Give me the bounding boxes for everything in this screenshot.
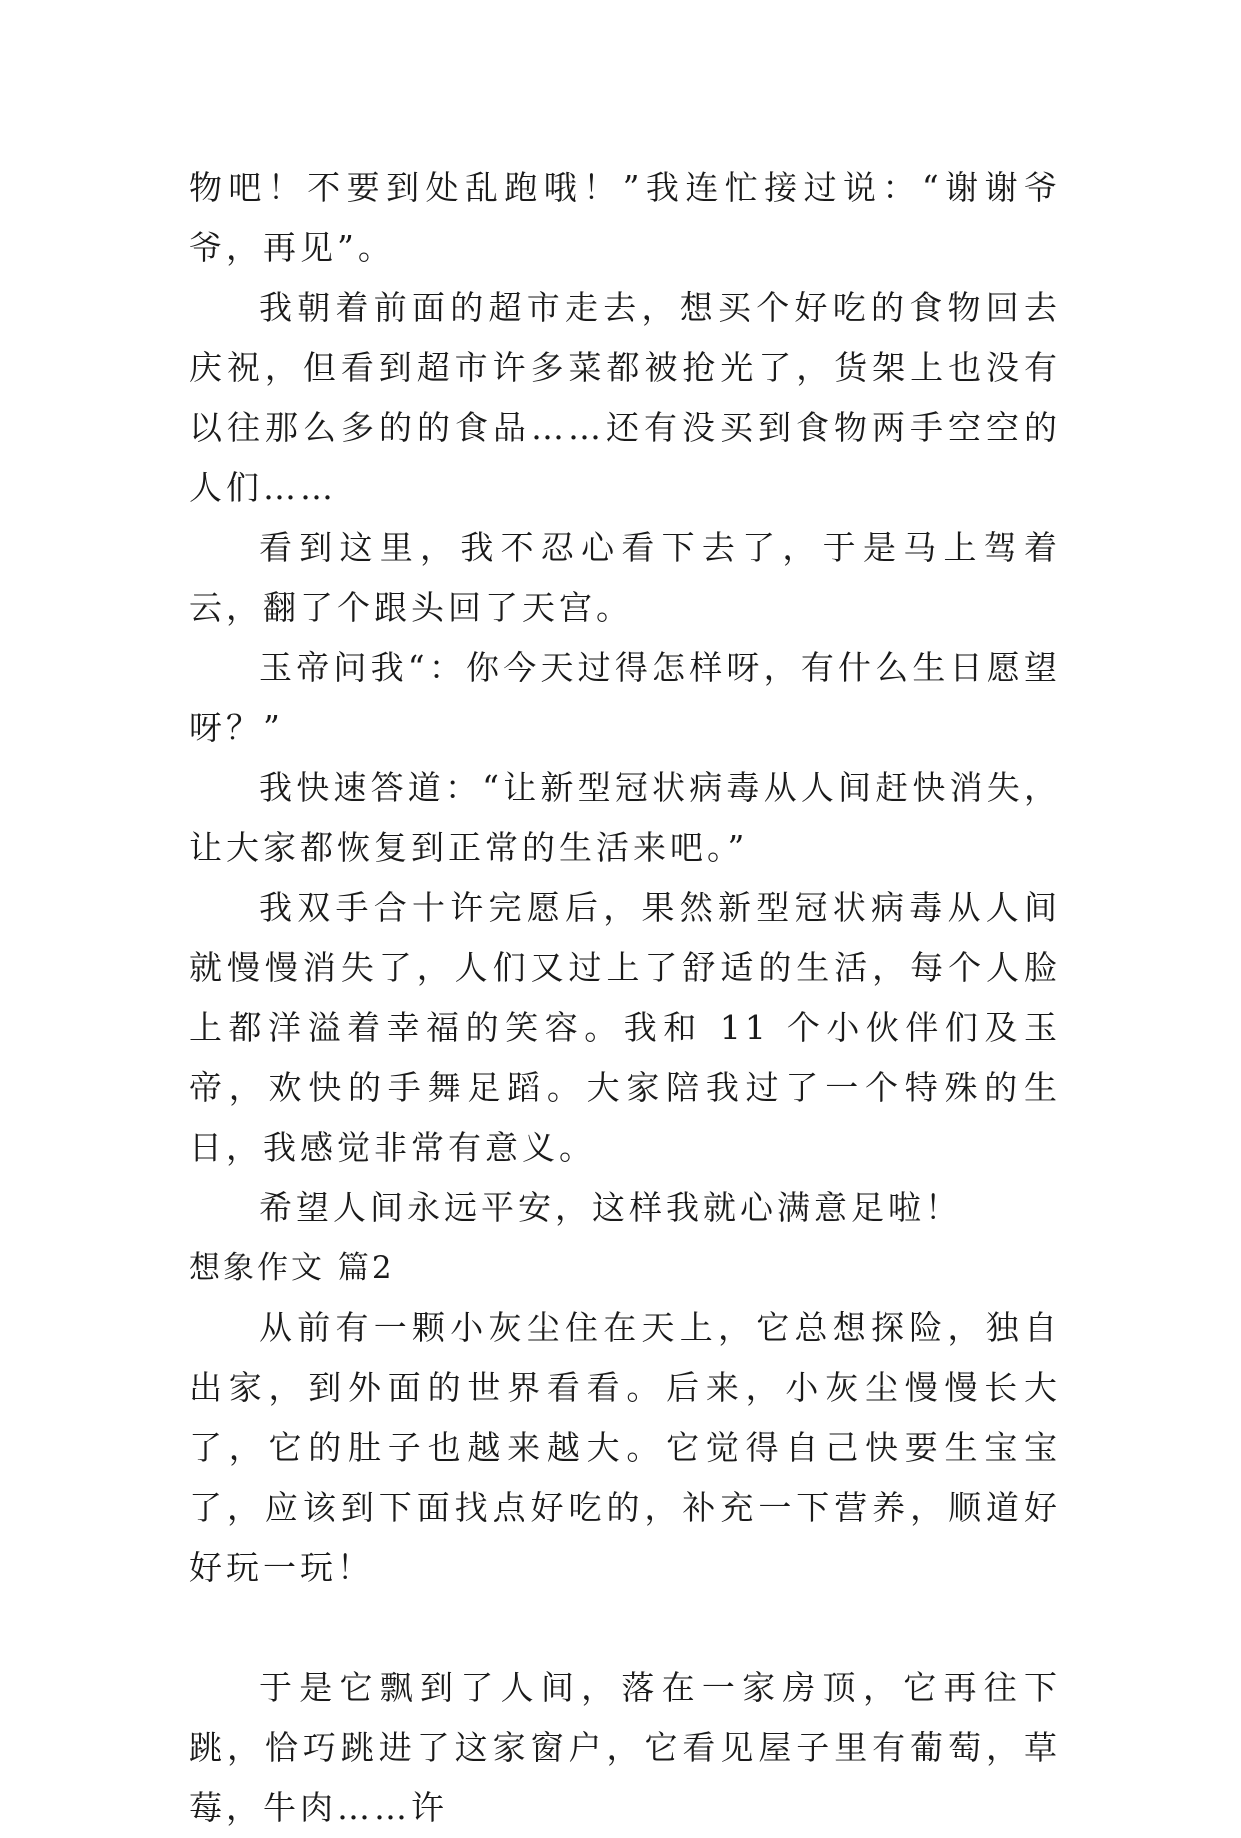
paragraph-spacer (189, 1598, 1061, 1658)
document-body (189, 158, 1061, 1838)
paragraph-jade-emperor-question: 玉帝问我“：你今天过得怎样呀，有什么生日愿望呀？” (189, 648, 1061, 747)
paragraph-wish-granted: 我双手合十许完愿后，果然新型冠状病毒从人间就慢慢消失了，人们又过上了舒适的生活，每个人脸上都洋溢着幸福的笑容。我和 11 个小伙伴们及玉帝，欢快的手舞足蹈。大家陪我过了一个特殊的生日，我感觉非常有意义。 (189, 888, 1061, 1167)
section-heading: 想象作文 篇2 (189, 1250, 395, 1286)
paragraph-answer: 我快速答道：“让新型冠状病毒从人间赶快消失，让大家都恢复到正常的生活来吧。” (189, 768, 1061, 867)
paragraph-return-heaven: 看到这里，我不忍心看下去了，于是马上驾着云，翻了个跟头回了天宫。 (189, 528, 1061, 627)
paragraph-dust-intro: 从前有一颗小灰尘住在天上，它总想探险，独自出家，到外面的世界看看。后来，小灰尘慢慢长大了，它的肚子也越来越大。它觉得自己快要生宝宝了，应该到下面找点好吃的，补充一下营养，顺道好好玩一玩！ (189, 1308, 1061, 1587)
paragraph-continuation: 物吧！不要到处乱跑哦！”我连忙接过说：“谢谢爷爷，再见”。 (189, 168, 1061, 267)
paragraph-supermarket: 我朝着前面的超市走去，想买个好吃的食物回去庆祝，但看到超市许多菜都被抢光了，货架上也没有以往那么多的的食品……还有没买到食物两手空空的人们…… (189, 288, 1061, 507)
paragraph-closing: 希望人间永远平安，这样我就心满意足啦！ (259, 1188, 962, 1227)
paragraph-dust-window: 于是它飘到了人间，落在一家房顶，它再往下跳，恰巧跳进了这家窗户，它看见屋子里有葡萄，草莓，牛肉……许 (189, 1668, 1061, 1827)
